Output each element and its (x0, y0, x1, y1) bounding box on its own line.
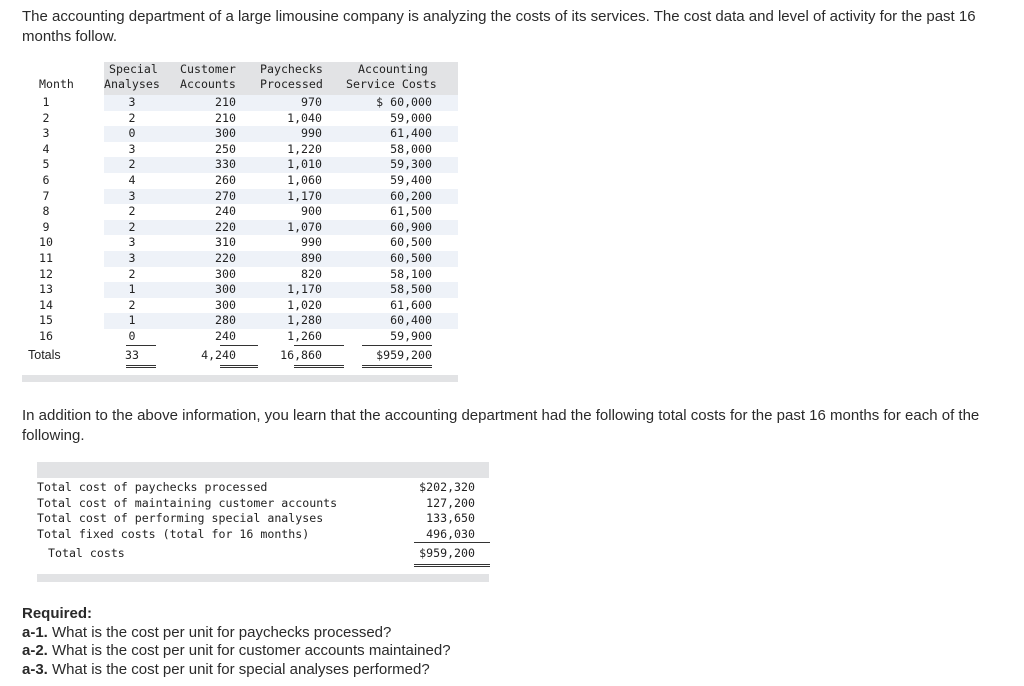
paychecks-cell: 990 (301, 126, 322, 141)
month-cell: 9 (42, 219, 50, 234)
paychecks-cell: 1,280 (287, 313, 322, 328)
header-service-costs: Service Costs (346, 77, 437, 91)
customer-accounts-cell: 220 (215, 219, 236, 234)
header-paychecks: Paychecks (260, 62, 323, 76)
cost-label: Total fixed costs (total for 16 months) (37, 526, 310, 541)
month-cell: 8 (42, 204, 50, 219)
paychecks-cell: 900 (301, 204, 322, 219)
paychecks-cell: 1,170 (287, 188, 322, 203)
month-cell: 14 (39, 297, 53, 312)
accounting-cost-cell: 60,400 (390, 313, 432, 328)
cost-label: Total cost of performing special analyses (37, 511, 324, 526)
totals-customer-accounts: 4,240 (201, 348, 236, 362)
additional-info-paragraph: In addition to the above information, you learn that the accounting department had the following total costs for the past 16 months for each of the following. (22, 407, 980, 444)
required-heading: Required: (22, 605, 93, 622)
paychecks-cell: 1,060 (287, 173, 322, 187)
customer-accounts-cell: 300 (215, 126, 236, 141)
month-cell: 6 (42, 173, 50, 187)
accounting-cost-cell: 59,400 (390, 173, 432, 187)
special-analyses-cell: 2 (128, 110, 136, 125)
totals-special-analyses: 33 (125, 348, 139, 362)
header-month: Month (39, 77, 74, 91)
customer-accounts-cell: 220 (215, 251, 236, 265)
month-cell: 12 (39, 266, 53, 281)
intro-paragraph: The accounting department of a large limousine company is analyzing the costs of its services. The cost data and level of activity for the past 16 months follow. (22, 8, 976, 45)
customer-accounts-cell: 260 (215, 173, 236, 187)
cost-value: 133,650 (426, 511, 475, 526)
special-analyses-cell: 2 (128, 219, 136, 234)
accounting-cost-cell: 60,500 (390, 235, 432, 250)
month-cell: 16 (39, 329, 53, 343)
month-cell: 1 (42, 95, 50, 109)
required-section (22, 605, 622, 679)
table-footer-bar (22, 375, 458, 382)
accounting-cost-cell: 58,500 (390, 282, 432, 297)
month-cell: 2 (42, 110, 50, 125)
special-analyses-cell: 3 (128, 95, 136, 109)
header-accounts: Accounts (180, 77, 236, 91)
cost-value: 496,030 (426, 526, 475, 541)
special-analyses-cell: 0 (128, 126, 136, 141)
paychecks-cell: 1,220 (287, 141, 322, 156)
cost-label: Total cost of paychecks processed (37, 480, 268, 494)
month-cell: 11 (39, 251, 53, 265)
header-analyses: Analyses (104, 77, 160, 91)
paychecks-cell: 990 (301, 235, 322, 250)
paychecks-cell: 970 (301, 95, 322, 109)
accounting-cost-cell: 61,500 (390, 204, 432, 219)
special-analyses-cell: 4 (128, 173, 136, 187)
accounting-cost-cell: 60,200 (390, 188, 432, 203)
special-analyses-cell: 3 (128, 251, 136, 265)
special-analyses-cell: 3 (128, 141, 136, 156)
month-cell: 3 (42, 126, 50, 141)
customer-accounts-cell: 300 (215, 282, 236, 297)
customer-accounts-cell: 310 (215, 235, 236, 250)
cost-total-row (37, 546, 489, 562)
accounting-cost-cell: 61,600 (390, 297, 432, 312)
special-analyses-cell: 0 (128, 329, 136, 343)
table-row (22, 173, 458, 189)
customer-accounts-cell: 300 (215, 266, 236, 281)
accounting-cost-cell: 60,900 (390, 219, 432, 234)
special-analyses-cell: 2 (128, 266, 136, 281)
question-text: What is the cost per unit for paychecks processed? (47, 623, 392, 641)
question-tag: a-1. (22, 623, 48, 641)
totals-row (22, 348, 458, 364)
accounting-cost-cell: 59,000 (390, 110, 432, 125)
special-analyses-cell: 3 (128, 235, 136, 250)
cost-total-value: $959,200 (419, 546, 475, 560)
customer-accounts-cell: 270 (215, 188, 236, 203)
accounting-cost-cell: 61,400 (390, 126, 432, 141)
question-tag: a-3. (22, 660, 48, 678)
customer-accounts-cell: 210 (215, 95, 236, 109)
customer-accounts-cell: 240 (215, 329, 236, 343)
customer-accounts-cell: 280 (215, 313, 236, 328)
table-row (22, 251, 458, 267)
special-analyses-cell: 1 (128, 282, 136, 297)
month-cell: 15 (39, 313, 53, 328)
cost-table-footer-bar (37, 574, 489, 582)
paychecks-cell: 1,020 (287, 297, 322, 312)
table-row (22, 329, 458, 345)
table-row (22, 204, 458, 220)
header-processed: Processed (260, 77, 323, 91)
cost-row (37, 527, 489, 543)
accounting-cost-cell: 60,500 (390, 251, 432, 265)
table-row (22, 282, 458, 298)
month-cell: 13 (39, 282, 53, 297)
customer-accounts-cell: 330 (215, 157, 236, 172)
paychecks-cell: 890 (301, 251, 322, 265)
month-cell: 4 (42, 141, 50, 156)
total-cost-table (22, 462, 490, 582)
table-row (22, 111, 458, 127)
special-analyses-cell: 3 (128, 188, 136, 203)
required-question (22, 624, 622, 643)
customer-accounts-cell: 300 (215, 297, 236, 312)
accounting-cost-cell: 59,300 (390, 157, 432, 172)
totals-paychecks: 16,860 (280, 348, 322, 362)
table-row (22, 267, 458, 283)
cost-total-label: Total costs (48, 546, 125, 560)
cost-row (37, 480, 489, 496)
cost-row (37, 496, 489, 512)
customer-accounts-cell: 210 (215, 110, 236, 125)
month-cell: 5 (42, 157, 50, 172)
table-row (22, 235, 458, 251)
accounting-cost-cell: 58,100 (390, 266, 432, 281)
question-tag: a-2. (22, 642, 48, 659)
totals-label: Totals (28, 348, 61, 362)
table-row (22, 189, 458, 205)
paychecks-cell: 1,260 (287, 329, 322, 343)
special-analyses-cell: 1 (128, 313, 136, 328)
month-cell: 7 (42, 188, 50, 203)
table-row (22, 126, 458, 142)
special-analyses-cell: 2 (128, 297, 136, 312)
paychecks-cell: 1,170 (287, 282, 322, 297)
table-row (22, 142, 458, 158)
special-analyses-cell: 2 (128, 204, 136, 219)
table-row (22, 157, 458, 173)
question-text: What is the cost per unit for special analyses performed? (47, 660, 430, 678)
customer-accounts-cell: 240 (215, 204, 236, 219)
customer-accounts-cell: 250 (215, 141, 236, 156)
totals-accounting-costs: $959,200 (376, 348, 432, 362)
paychecks-cell: 1,070 (287, 219, 322, 234)
table-row (22, 95, 458, 111)
table-row (22, 220, 458, 236)
table-row (22, 313, 458, 329)
cost-row (37, 511, 489, 527)
table-row (22, 298, 458, 314)
month-cell: 10 (39, 235, 53, 250)
paychecks-cell: 1,010 (287, 157, 322, 172)
activity-cost-table (22, 62, 458, 382)
cost-value: $202,320 (419, 480, 475, 494)
special-analyses-cell: 2 (128, 157, 136, 172)
cost-value: 127,200 (426, 495, 475, 510)
required-question (22, 661, 622, 680)
question-text: What is the cost per unit for customer accounts maintained? (47, 642, 451, 659)
required-question (22, 642, 622, 661)
cost-table-header-bar (37, 462, 489, 478)
header-special: Special (109, 62, 158, 76)
header-customer: Customer (180, 62, 236, 76)
header-accounting: Accounting (358, 62, 428, 76)
accounting-cost-cell: 59,900 (390, 329, 432, 343)
paychecks-cell: 1,040 (287, 110, 322, 125)
accounting-cost-cell: 58,000 (390, 141, 432, 156)
paychecks-cell: 820 (301, 266, 322, 281)
cost-label: Total cost of maintaining customer accounts (37, 495, 338, 510)
accounting-cost-cell: $ 60,000 (376, 95, 432, 109)
